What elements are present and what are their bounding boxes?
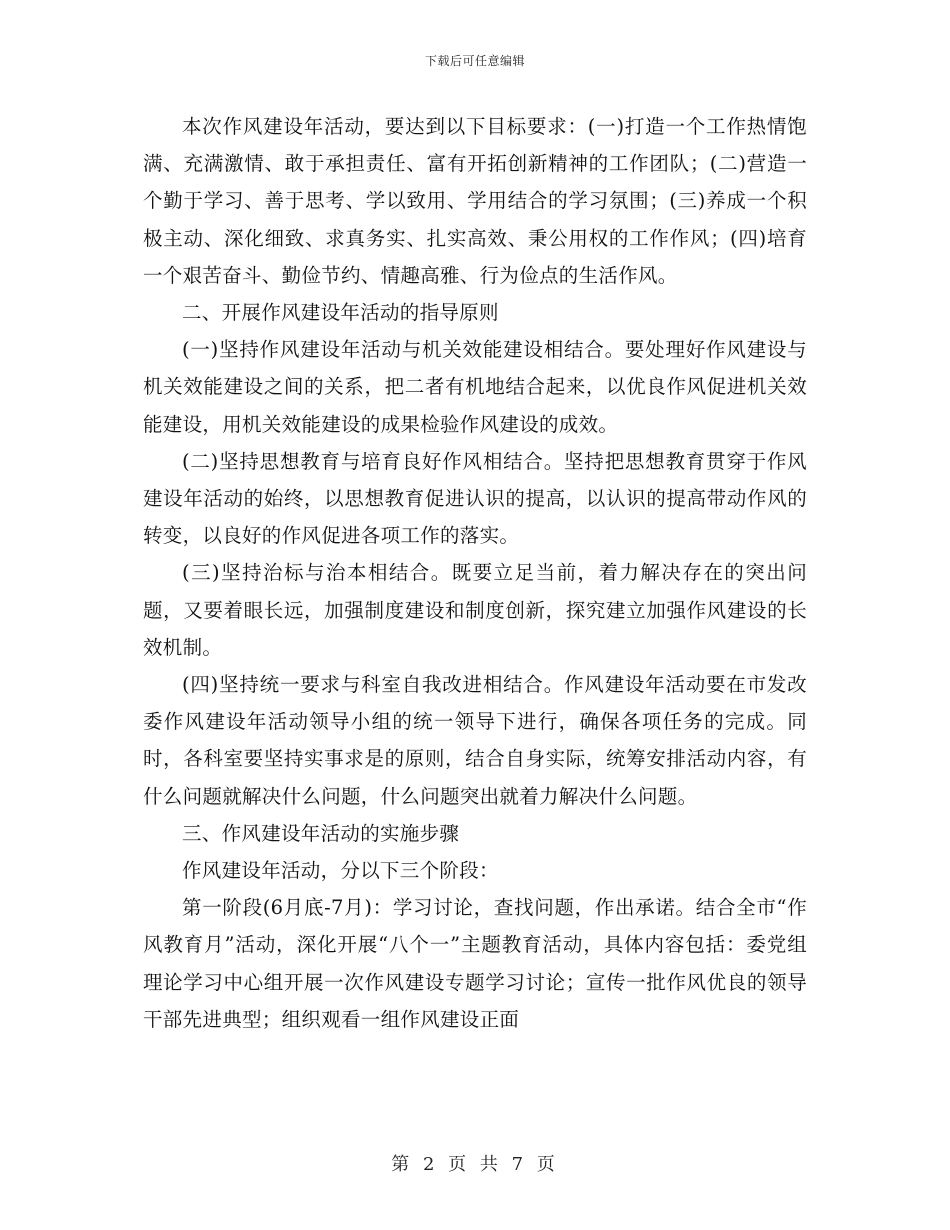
page-header: 下载后可任意编辑 bbox=[424, 54, 525, 68]
paragraph-principle-2: (二)坚持思想教育与培育良好作风相结合。坚持把思想教育贯穿于作风建设年活动的始终，以思想教育促进认识的提高，以认识的提高带动作风的转变，以良好的作风促进各项工作的落实。 bbox=[143, 449, 807, 548]
paragraph-stages-intro: 作风建设年活动，分以下三个阶段： bbox=[182, 859, 499, 883]
page-number: 第 2 页 共 7 页 bbox=[391, 1154, 559, 1175]
paragraph-principle-1: (一)坚持作风建设年活动与机关效能建设相结合。要处理好作风建设与机关效能建设之间的关系，把二者有机地结合起来，以优良作风促进机关效能建设，用机关效能建设的成果检验作风建设的成效。 bbox=[143, 338, 807, 436]
paragraph-principle-3: (三)坚持治标与治本相结合。既要立足当前，着力解决存在的突出问题，又要着眼长远，加强制度建设和制度创新，探究建立加强作风建设的长效机制。 bbox=[143, 561, 807, 659]
paragraph-goals: 本次作风建设年活动，要达到以下目标要求：(一)打造一个工作热情饱满、充满激情、敢于承担责任、富有开拓创新精神的工作团队；(二)营造一个勤于学习、善于思考、学以致用、学用结合的学习氛围；(三)养成一个积极主动、深化细致、求真务实、扎实高效、秉公用权的工作作风；(四)培育一个艰苦奋斗、勤俭节约、情趣高雅、行为俭点的生活作风。 bbox=[143, 115, 807, 287]
section-heading-steps: 三、作风建设年活动的实施步骤 bbox=[182, 821, 460, 845]
paragraph-stage-1: 第一阶段(6月底-7月)：学习讨论，查找问题，作出承诺。结合全市“作风教育月”活动，深化开展“八个一”主题教育活动，具体内容包括：委党组理论学习中心组开展一次作风建设专题学习讨论；宣传一批作风优良的领导干部先进典型；组织观看一组作风建设正面 bbox=[143, 896, 807, 1031]
section-heading-principles: 二、开展作风建设年活动的指导原则 bbox=[182, 301, 499, 325]
paragraph-principle-4: (四)坚持统一要求与科室自我改进相结合。作风建设年活动要在市发改委作风建设年活动领导小组的统一领导下进行，确保各项任务的完成。同时，各科室要坚持实事求是的原则，结合自身实际，统筹安排活动内容，有什么问题就解决什么问题，什么问题突出就着力解决什么问题。 bbox=[143, 673, 807, 808]
document-body bbox=[143, 108, 807, 1038]
